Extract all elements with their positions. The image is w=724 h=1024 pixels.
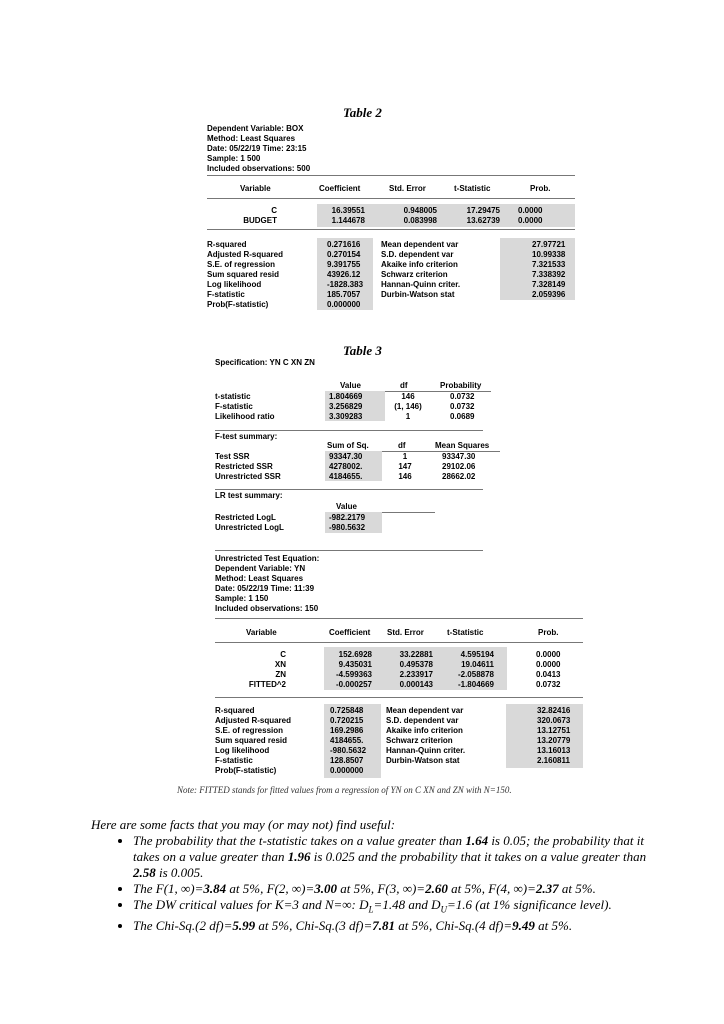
t3-f-summary-title: F-test summary: <box>215 432 278 441</box>
t3-rule-lr-top <box>215 489 483 490</box>
t3-f-ms: 29102.06 <box>442 462 476 471</box>
t2-col-prob: Prob. <box>530 184 551 193</box>
t3-stat-value: 0.000000 <box>330 766 364 775</box>
fact-text: 2.58 <box>133 865 156 880</box>
fact-text: The DW critical values for K=3 and N=∞: D <box>133 897 369 912</box>
table3-note: Note: FITTED stands for fitted values from a regression of YN on C XN and ZN with N=150. <box>177 785 512 795</box>
fact-text: is 0.005. <box>155 865 204 880</box>
t3-stat-value: 169.2986 <box>330 726 364 735</box>
t3-unres-line: Method: Least Squares <box>215 574 304 583</box>
t3-unrestricted-header <box>215 554 319 614</box>
t3-row-se: 33.22881 <box>399 650 433 659</box>
t3-test-col-df: df <box>400 381 408 390</box>
t2-stat-label: F-statistic <box>207 290 245 299</box>
t3-row-variable: FITTED^2 <box>248 680 286 689</box>
t3-unres-line: Dependent Variable: YN <box>215 564 306 573</box>
t3-f-label: Test SSR <box>215 452 250 461</box>
t3-lr-value: -982.2179 <box>329 513 366 522</box>
t2-stat-label: Adjusted R-squared <box>207 250 284 259</box>
t3-stat-label: Adjusted R-squared <box>215 716 292 725</box>
t2-stat-value: 9.391755 <box>327 260 361 269</box>
t2-row-variable: BUDGET <box>243 216 277 225</box>
fact-text: is 0.025 and the probability that it takes on a value greater than <box>310 849 647 864</box>
t2-rule-mid <box>207 229 575 230</box>
t3-row-p: 0.0000 <box>536 660 561 669</box>
t3-rule-unres-top <box>215 550 483 551</box>
fact-text: The probability that the t-statistic takes on a value greater than <box>133 833 466 848</box>
t3-unres-line: Sample: 1 150 <box>215 594 269 603</box>
facts-intro: Here are some facts that you may (or may not) find useful: <box>91 817 396 832</box>
t3-row-p: 0.0000 <box>536 650 561 659</box>
fact-item <box>133 897 655 918</box>
table2-header <box>207 124 310 174</box>
t3-col-coefficient: Coefficient <box>329 628 371 637</box>
fact-text: 3.84 <box>203 881 227 896</box>
t2-row-p: 0.0000 <box>518 216 543 225</box>
t3-f-ss: 93347.30 <box>329 452 363 461</box>
t3-stat-label: S.E. of regression <box>215 726 284 735</box>
t3-stat-label-right: Hannan-Quinn criter. <box>386 746 466 755</box>
t3-test-df: 1 <box>405 412 411 421</box>
t3-test-df: (1, 146) <box>394 402 422 411</box>
fact-text: 3.00 <box>314 881 337 896</box>
t3-col-prob: Prob. <box>538 628 559 637</box>
t3-col-tstat: t-Statistic <box>447 628 484 637</box>
fact-text: at 5%, F(2, ∞)= <box>226 881 315 896</box>
t3-row-t: 4.595194 <box>460 650 494 659</box>
t3-test-value: 1.804669 <box>329 392 363 401</box>
t3-unres-line: Date: 05/22/19 Time: 11:39 <box>215 584 315 593</box>
t3-rule-f-top <box>215 430 483 431</box>
t2-rule-header <box>207 198 575 199</box>
fact-text: 7.81 <box>372 917 396 933</box>
fact-text: The Chi-Sq.(2 df)= <box>133 917 233 933</box>
t3-stat-value: 128.8507 <box>330 756 364 765</box>
t3-stat-value: -980.5632 <box>330 746 367 755</box>
t3-test-label: t-statistic <box>215 392 251 401</box>
t3-rule-coef-top <box>215 618 583 619</box>
t2-stat-value: 0.270154 <box>327 250 361 259</box>
t2-stat-value-right: 10.99338 <box>532 250 566 259</box>
t2-stat-label: R-squared <box>207 240 247 249</box>
fact-text: =1.6 (at 1% significance level). <box>446 897 612 912</box>
t3-f-ms: 28662.02 <box>442 472 476 481</box>
t2-stat-label: Log likelihood <box>207 280 262 289</box>
t3-stat-label-right: Durbin-Watson stat <box>386 756 460 765</box>
t3-row-p: 0.0732 <box>536 680 561 689</box>
fact-item <box>133 833 655 881</box>
t3-col-stderror: Std. Error <box>387 628 424 637</box>
t2-row-coef: 16.39551 <box>331 206 365 215</box>
t3-stat-value: 4184655. <box>330 736 364 745</box>
fact-item <box>133 918 655 934</box>
t3-stat-value: 0.720215 <box>330 716 364 725</box>
t3-stat-label: R-squared <box>215 706 255 715</box>
t3-f-ss: 4278002. <box>329 462 363 471</box>
t3-f-ss: 4184655. <box>329 472 363 481</box>
t3-f-label: Restricted SSR <box>215 462 273 471</box>
t3-row-se: 2.233917 <box>399 670 433 679</box>
t2-stat-label-right: Schwarz criterion <box>381 270 448 279</box>
t3-row-variable: C <box>280 650 286 659</box>
facts-list <box>115 833 655 934</box>
t3-row-variable: ZN <box>275 670 286 679</box>
t2-stat-label: Prob(F-statistic) <box>207 300 269 309</box>
fact-text: 9.49 <box>512 917 535 933</box>
t3-row-t: -1.804669 <box>457 680 494 689</box>
fact-text: L <box>368 904 374 915</box>
t2-row-t: 17.29475 <box>466 206 500 215</box>
fact-text: U <box>440 904 447 915</box>
t2-stat-value: 0.271616 <box>327 240 361 249</box>
t2-row-p: 0.0000 <box>518 206 543 215</box>
fact-text: at 5%, Chi-Sq.(3 df)= <box>255 917 373 933</box>
t3-lr-summary-title: LR test summary: <box>215 491 283 500</box>
t3-test-value: 3.256829 <box>329 402 363 411</box>
t2-row-coef: 1.144678 <box>331 216 365 225</box>
t2-stat-label-right: S.D. dependent var <box>381 250 454 259</box>
t3-test-prob: 0.0732 <box>450 392 475 401</box>
t3-test-df: 146 <box>401 392 415 401</box>
fact-text: is 0.05; the probability that it takes on a value greater than <box>133 833 644 864</box>
t2-included: Included observations: 500 <box>207 164 311 173</box>
t3-stat-label-right: S.D. dependent var <box>386 716 459 725</box>
t2-stat-value-right: 7.328149 <box>532 280 566 289</box>
fact-text: 2.37 <box>535 881 559 896</box>
t2-col-stderror: Std. Error <box>389 184 426 193</box>
t3-test-prob: 0.0732 <box>450 402 475 411</box>
t2-stat-label-right: Hannan-Quinn criter. <box>381 280 461 289</box>
t3-stat-label: Log likelihood <box>215 746 270 755</box>
t2-stat-label: Sum squared resid <box>207 270 280 279</box>
t2-stat-value: -1828.383 <box>327 280 364 289</box>
t3-row-coef: 152.6928 <box>338 650 372 659</box>
fact-text: 5.99 <box>232 917 256 933</box>
t3-rule-coef-header <box>215 642 583 643</box>
t3-lr-col-value: Value <box>336 502 357 511</box>
t3-stat-label: F-statistic <box>215 756 253 765</box>
t2-col-variable: Variable <box>240 184 271 193</box>
table2-title: Table 2 <box>343 105 382 120</box>
t2-stat-value: 0.000000 <box>327 300 361 309</box>
t3-unres-line: Included observations: 150 <box>215 604 319 613</box>
t2-stat-value-right: 7.338392 <box>532 270 566 279</box>
t2-row-variable: C <box>271 206 277 215</box>
t3-stat-value-right: 320.0673 <box>537 716 571 725</box>
t3-f-col-df: df <box>398 441 406 450</box>
t3-test-col-prob: Probability <box>440 381 482 390</box>
t2-rule-top <box>207 175 575 176</box>
t2-col-coefficient: Coefficient <box>319 184 361 193</box>
t2-row-se: 0.083998 <box>403 216 437 225</box>
t3-lr-value: -980.5632 <box>329 523 366 532</box>
fact-text: at 5%. <box>534 917 573 933</box>
t3-test-label: F-statistic <box>215 402 253 411</box>
t3-stat-value-right: 13.16013 <box>537 746 571 755</box>
t3-row-coef: 9.435031 <box>338 660 372 669</box>
table3-title: Table 3 <box>343 343 382 358</box>
t3-f-col-ms: Mean Squares <box>435 441 490 450</box>
t3-f-df: 147 <box>398 462 412 471</box>
t3-test-col-value: Value <box>340 381 361 390</box>
t3-stat-label: Sum squared resid <box>215 736 288 745</box>
t3-row-coef: -0.000257 <box>335 680 372 689</box>
fact-text: 1.64 <box>465 833 489 848</box>
t3-f-col-ss: Sum of Sq. <box>327 441 369 450</box>
fact-text: 2.60 <box>425 881 448 896</box>
t3-row-se: 0.495378 <box>399 660 433 669</box>
fact-text: at 5%. <box>558 881 596 896</box>
t3-stat-value-right: 13.20779 <box>537 736 571 745</box>
fact-item <box>133 881 655 897</box>
t2-stat-value: 43926.12 <box>327 270 361 279</box>
t3-stat-value-right: 13.12751 <box>537 726 571 735</box>
t3-test-value: 3.309283 <box>329 412 363 421</box>
t3-test-prob: 0.0689 <box>450 412 475 421</box>
t2-method: Method: Least Squares <box>207 134 296 143</box>
t3-f-ms: 93347.30 <box>442 452 476 461</box>
fact-text: at 5%, F(3, ∞)= <box>336 881 426 896</box>
t2-row-se: 0.948005 <box>403 206 437 215</box>
t3-specification: Specification: YN C XN ZN <box>215 358 315 367</box>
t3-lr-label: Unrestricted LogL <box>215 523 284 532</box>
t3-col-variable: Variable <box>246 628 277 637</box>
t2-stat-label-right: Mean dependent var <box>381 240 459 249</box>
t2-stat-value-right: 2.059396 <box>532 290 566 299</box>
t2-row-t: 13.62739 <box>466 216 500 225</box>
t2-stat-value-right: 7.321533 <box>532 260 566 269</box>
t3-stat-label: Prob(F-statistic) <box>215 766 277 775</box>
facts-section <box>91 817 655 934</box>
t3-stat-label-right: Akaike info criterion <box>386 726 463 735</box>
t3-unres-line: Unrestricted Test Equation: <box>215 554 320 563</box>
t2-col-tstat: t-Statistic <box>454 184 491 193</box>
t2-dep-var: Dependent Variable: BOX <box>207 124 304 133</box>
t2-stat-label: S.E. of regression <box>207 260 276 269</box>
fact-text: =1.48 and D <box>373 897 441 912</box>
t3-f-df: 146 <box>398 472 412 481</box>
t3-stat-label-right: Schwarz criterion <box>386 736 453 745</box>
t3-stat-value-right: 32.82416 <box>537 706 571 715</box>
t3-row-coef: -4.599363 <box>335 670 372 679</box>
t2-date: Date: 05/22/19 Time: 23:15 <box>207 144 307 153</box>
fact-text: at 5%, Chi-Sq.(4 df)= <box>395 917 513 933</box>
t2-stat-label-right: Akaike info criterion <box>381 260 458 269</box>
t3-stat-value: 0.725848 <box>330 706 364 715</box>
t3-f-df: 1 <box>402 452 408 461</box>
t3-row-t: -2.058878 <box>457 670 494 679</box>
fact-text: The F(1, ∞)= <box>133 881 204 896</box>
t3-stat-value-right: 2.160811 <box>537 756 570 765</box>
t3-f-label: Unrestricted SSR <box>215 472 281 481</box>
fact-text: 1.96 <box>287 849 311 864</box>
t3-rule-coef-bottom <box>215 697 583 698</box>
t3-row-t: 19.04611 <box>461 660 494 669</box>
t3-row-p: 0.0413 <box>536 670 561 679</box>
t3-test-label: Likelihood ratio <box>215 412 275 421</box>
t3-row-se: 0.000143 <box>399 680 433 689</box>
fact-text: at 5%, F(4, ∞)= <box>447 881 536 896</box>
t2-stat-value: 185.7057 <box>327 290 361 299</box>
t3-row-variable: XN <box>274 660 286 669</box>
t2-sample: Sample: 1 500 <box>207 154 261 163</box>
t3-stat-label-right: Mean dependent var <box>386 706 464 715</box>
t2-stat-label-right: Durbin-Watson stat <box>381 290 455 299</box>
t2-stat-value-right: 27.97721 <box>532 240 566 249</box>
t3-lr-label: Restricted LogL <box>215 513 276 522</box>
